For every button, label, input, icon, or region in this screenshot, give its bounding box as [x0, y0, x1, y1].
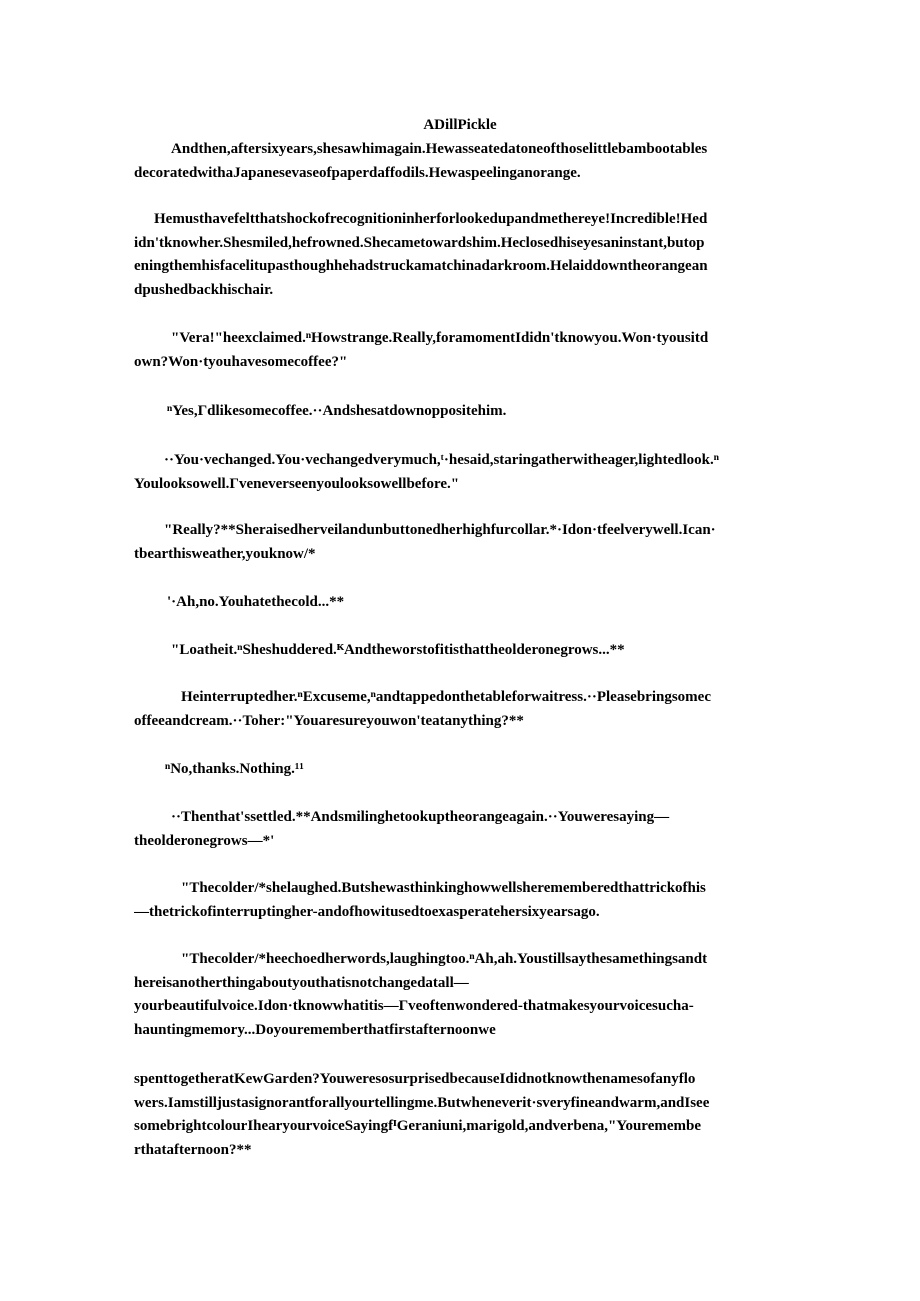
paragraph-12	[134, 877, 784, 924]
paragraph-line: "Really?**Sheraisedherveilandunbuttonedherhighfurcollar.*·Idon·tfeelverywell.Ican·	[164, 522, 716, 538]
paragraph-5	[134, 449, 784, 496]
paragraph-line: "Loatheit.ⁿSheshuddered.ᴷAndtheworstofitisthattheolderonegrows...**	[171, 642, 625, 658]
paragraph-line: '·Ah,no.Youhatethecold...**	[167, 594, 345, 610]
paragraph-7	[134, 591, 784, 615]
paragraph-line: "Vera!"heexclaimed.ⁿHowstrange.Really,foramomentIdidn'tknowyou.Won·tyousitd	[171, 330, 709, 346]
paragraph-line: theolderonegrows—*'	[134, 832, 275, 849]
paragraph-line: own?Won·tyouhavesomecoffee?"	[134, 353, 348, 370]
paragraph-line: offeeandcream.··Toher:"Youaresureyouwon'teatanything?**	[134, 712, 524, 729]
paragraph-2	[134, 208, 784, 302]
paragraph-line: hereisanotherthingaboutyouthatisnotchangedatall—	[134, 974, 469, 991]
paragraph-9	[134, 686, 784, 733]
paragraph-line: Heinterruptedher.ⁿExcuseme,ⁿandtappedonthetableforwaitress.··Pleasebringsomec	[181, 689, 711, 705]
paragraph-line: "Thecolder/*heechoedherwords,laughingtoo.ⁿAh,ah.Youstillsaythesamethingsandt	[181, 951, 708, 967]
paragraph-line: spenttogetheratKewGarden?YouweresosurprisedbecauseIdidnotknowthenamesofanyflo	[134, 1071, 696, 1087]
paragraph-line: ⁿNo,thanks.Nothing.¹¹	[165, 761, 304, 777]
paragraph-6	[134, 519, 784, 566]
paragraph-line: —thetrickofinterruptingher-andofhowitusedtoexasperatehersixyearsago.	[134, 903, 600, 920]
paragraph-10	[134, 758, 784, 782]
paragraph-14	[134, 1068, 784, 1162]
paragraph-line: ··You·vechanged.You·vechangedverymuch,ᵗ·hesaid,staringatherwitheager,lightedlook.ⁿ	[164, 452, 719, 468]
paragraph-line: tbearthisweather,youknow/*	[134, 545, 316, 562]
paragraph-line: Youlooksowell.Γveneverseenyoulooksowellbefore."	[134, 475, 460, 492]
paragraph-line: rthatafternoon?**	[134, 1141, 252, 1158]
paragraph-11	[134, 806, 784, 853]
paragraph-line: "Thecolder/*shelaughed.Butshewasthinkinghowwellsherememberedthattrickofhis	[181, 880, 706, 896]
paragraph-line: Andthen,aftersixyears,shesawhimagain.Hewasseatedatoneofthoselittlebambootables	[171, 141, 708, 157]
paragraph-8	[134, 639, 784, 663]
paragraph-line: ⁿYes,Γdlikesomecoffee.··Andshesatdownoppositehim.	[167, 403, 507, 419]
paragraph-line: Hemusthavefeltthatshockofrecognitioninherforlookedupandmethereye!Incredible!Hed	[154, 211, 708, 227]
paragraph-13	[134, 948, 784, 1042]
paragraph-line: decoratedwithaJapanesevaseofpaperdaffodils.Hewaspeelinganorange.	[134, 164, 581, 181]
paragraph-line: wers.Iamstilljustasignorantforallyourtellingme.Butwheneverit·sveryfineandwarm,andIsee	[134, 1094, 710, 1111]
paragraph-1	[134, 138, 784, 185]
document-title: ADillPickle	[423, 117, 497, 133]
paragraph-line: hauntingmemory...Doyourememberthatfirstafternoonwe	[134, 1021, 496, 1038]
paragraph-line: idn'tknowher.Shesmiled,hefrowned.Shecametowardshim.Heclosedhiseyesaninstant,butop	[134, 234, 705, 251]
paragraph-line: eningthemhisfacelitupasthoughhehadstruckamatchinadarkroom.Helaiddowntheorangean	[134, 258, 708, 274]
paragraph-4	[134, 400, 784, 424]
paragraph-line: somebrightcolourIhearyourvoiceSayingfᴵGeraniuni,marigold,andverbena,"Youremembe	[134, 1118, 701, 1134]
paragraph-line: ··Thenthat'ssettled.**Andsmilinghetookuptheorangeagain.··Youweresaying—	[171, 809, 670, 825]
paragraph-3	[134, 327, 784, 374]
paragraph-line: dpushedbackhischair.	[134, 281, 274, 298]
paragraph-line: yourbeautifulvoice.Idon·tknowwhatitis—Γveoftenwondered-thatmakesyourvoicesucha-	[134, 998, 694, 1014]
